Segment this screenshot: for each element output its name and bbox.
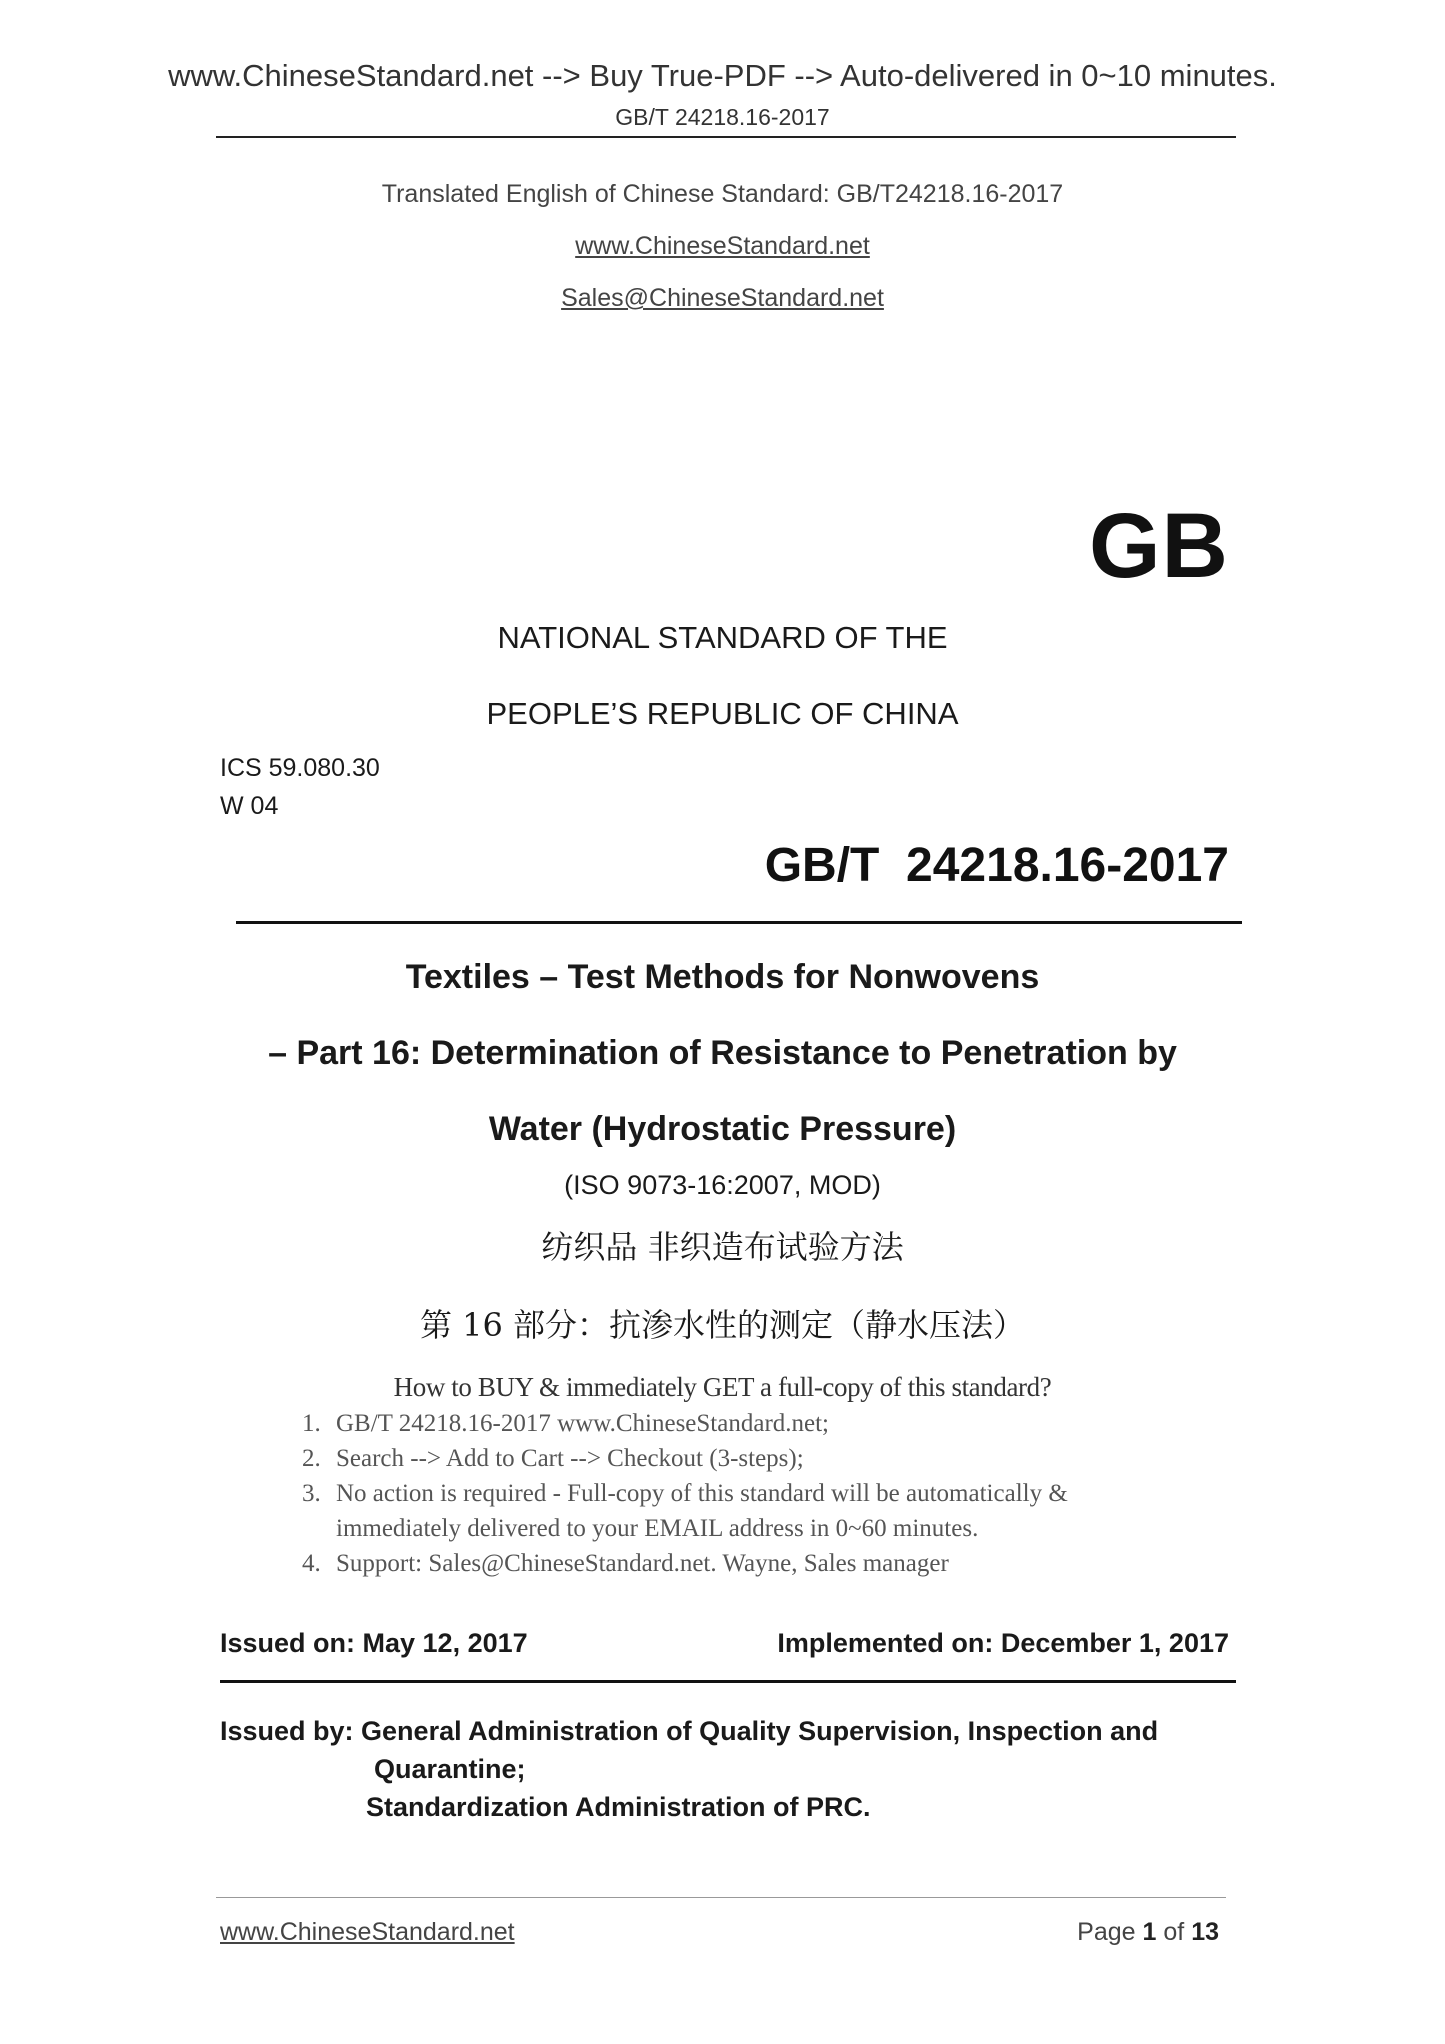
step-number: 1. <box>302 1410 321 1437</box>
purchase-step <box>302 1406 1068 1441</box>
step-number: 4. <box>302 1550 321 1577</box>
standard-number: GB/T 24218.16-2017 <box>764 839 1229 892</box>
page-prefix: Page <box>1077 1918 1136 1946</box>
page-total: 13 <box>1191 1918 1219 1946</box>
footer-divider <box>216 1897 1226 1898</box>
chinese-title-1: 纺织品 非织造布试验方法 <box>541 1228 904 1266</box>
translated-notice: Translated English of Chinese Standard: GB/T24218.16-2017 <box>381 180 1064 208</box>
footer-website-link[interactable]: www.ChineseStandard.net <box>220 1918 515 1946</box>
issued-by-line-1: Issued by: General Administration of Quality Supervision, Inspection and <box>220 1716 1159 1746</box>
ics-code: ICS 59.080.30 <box>220 754 380 782</box>
purchase-step <box>302 1476 1068 1511</box>
website-link[interactable]: www.ChineseStandard.net <box>575 232 870 260</box>
issued-on-date: Issued on: May 12, 2017 <box>220 1628 528 1658</box>
title-line-1: Textiles – Test Methods for Nonwovens <box>405 958 1040 996</box>
purchase-steps <box>302 1406 1068 1581</box>
chinese-title-2: 第 16 部分：抗渗水性的测定（静水压法） <box>419 1306 1026 1344</box>
page-of: of <box>1163 1918 1185 1946</box>
step-text: Search --> Add to Cart --> Checkout (3-steps); <box>336 1445 804 1472</box>
national-standard-line1: NATIONAL STANDARD OF THE <box>497 620 948 655</box>
w-code: W 04 <box>220 792 279 820</box>
top-banner: www.ChineseStandard.net --> Buy True-PDF --> Auto-delivered in 0~10 minutes. <box>168 58 1277 93</box>
page-current: 1 <box>1142 1918 1157 1946</box>
step-text: Support: Sales@ChineseStandard.net. Wayne, Sales manager <box>336 1550 949 1577</box>
implemented-on-date: Implemented on: December 1, 2017 <box>777 1628 1229 1658</box>
gb-logo: GB <box>1089 495 1229 597</box>
national-standard-line2: PEOPLE’S REPUBLIC OF CHINA <box>486 696 959 731</box>
title-line-3: Water (Hydrostatic Pressure) <box>488 1110 957 1148</box>
purchase-step <box>302 1546 1068 1581</box>
issued-by-line-2: Quarantine; <box>374 1754 526 1784</box>
header-divider <box>216 136 1236 138</box>
header-doc-code: GB/T 24218.16-2017 <box>615 104 830 130</box>
standard-number-divider <box>236 921 1242 924</box>
dates-divider <box>220 1680 1236 1683</box>
purchase-step <box>302 1441 1068 1476</box>
iso-reference: (ISO 9073-16:2007, MOD) <box>564 1170 881 1200</box>
step-number: 2. <box>302 1445 321 1472</box>
step-text: immediately delivered to your EMAIL address in 0~60 minutes. <box>336 1515 979 1542</box>
issued-by <box>220 1712 1240 1826</box>
page-indicator <box>1077 1918 1219 1947</box>
title-line-2: – Part 16: Determination of Resistance to Penetration by <box>268 1034 1177 1072</box>
step-text: GB/T 24218.16-2017 www.ChineseStandard.net; <box>336 1410 830 1437</box>
sales-email-link[interactable]: Sales@ChineseStandard.net <box>561 284 884 312</box>
step-text: No action is required - Full-copy of this standard will be automatically & <box>336 1480 1068 1507</box>
issued-by-line-3: Standardization Administration of PRC. <box>366 1792 871 1822</box>
purchase-step-continuation <box>302 1511 1068 1546</box>
step-number: 3. <box>302 1480 321 1507</box>
purchase-heading: How to BUY & immediately GET a full-copy of this standard? <box>393 1372 1052 1402</box>
